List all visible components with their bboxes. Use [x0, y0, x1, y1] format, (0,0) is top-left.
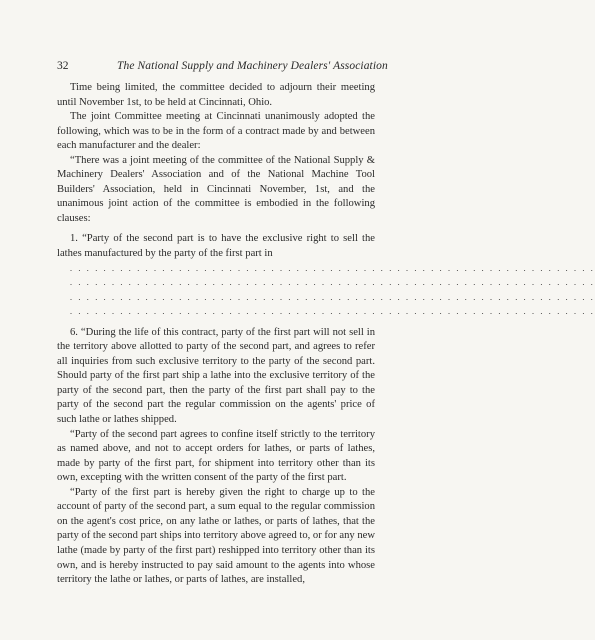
omission-dots: . . . . . . . . . . . . . . . . . . . . . . . . . . . . . . . . . . . . . . . . . . . . . . . . . . . . . . . . . . . . . . . — [70, 263, 595, 273]
omission-dots: . . . . . . . . . . . . . . . . . . . . . . . . . . . . . . . . . . . . . . . . . . . . . . . . . . . . . . . . . . . . . . . — [70, 292, 595, 302]
paragraph: “Party of the first part is hereby given the right to charge up to the account of party of the second part, a sum equal to the regular commission on the agent's cost price, on any lathe or lathes, or parts of lathes, that the party of the second part ships into territory above agreed to, or for any new lathe (made by party of the first part) reshipped into territory other than its own, and is hereby instructed to pay said amount to the agents into whose territory the lathe or lathes, or parts of lathes, are installed, — [57, 486, 376, 586]
omission-dots: . . . . . . . . . . . . . . . . . . . . . . . . . . . . . . . . . . . . . . . . . . . . . . . . . . . . . . . . . . . . . . . — [70, 278, 595, 288]
running-title: The National Supply and Machinery Dealers' Association — [117, 60, 388, 72]
page-number: 32 — [57, 60, 69, 72]
omission-dots: . . . . . . . . . . . . . . . . . . . . . . . . . . . . . . . . . . . . . . . . . . . . . . . . . . . . . . . . . . . . . . . — [70, 307, 595, 317]
clause-1-paragraph: 1. “Party of the second part is to have the exclusive right to sell the lathes manufactured by the party of the first part in — [57, 233, 375, 260]
paragraph: “Party of the second part agrees to confine itself strictly to the territory as named above, and not to accept orders for lathes, or parts of lathes, made by party of the first part, for shipment into territory other than its own, excepting with the written consent of the party of the first part. — [57, 428, 375, 484]
paragraph: The joint Committee meeting at Cincinnati unanimously adopted the following, which was to be in the form of a contract made by and between each manufacturer and the dealer: — [57, 111, 375, 152]
paragraph: Time being limited, the committee decided to adjourn their meeting until November 1st, to be held at Cincinnati, Ohio. — [57, 82, 375, 108]
clause-6-paragraph: 6. “During the life of this contract, party of the first part will not sell in the territory above allotted to party of the second part, and agrees to refer all inquiries from such exclusive territory to the party of the second part. Should party of the first part ship a lathe into the exclusive territory of the party of the second part, then the party of the first part shall pay to the party of the second part the regular commission on the agents' price of such lathe or lathes shipped. — [57, 326, 375, 426]
paragraph: “There was a joint meeting of the committee of the National Supply & Machinery Dealers' Association and of the National Machine Tool Builders' Association, held in Cincinnati November, 1st, and the unanimous joint action of the committee is embodied in the following clauses: — [57, 154, 375, 224]
body-text — [57, 81, 595, 588]
omission-block — [57, 262, 595, 320]
